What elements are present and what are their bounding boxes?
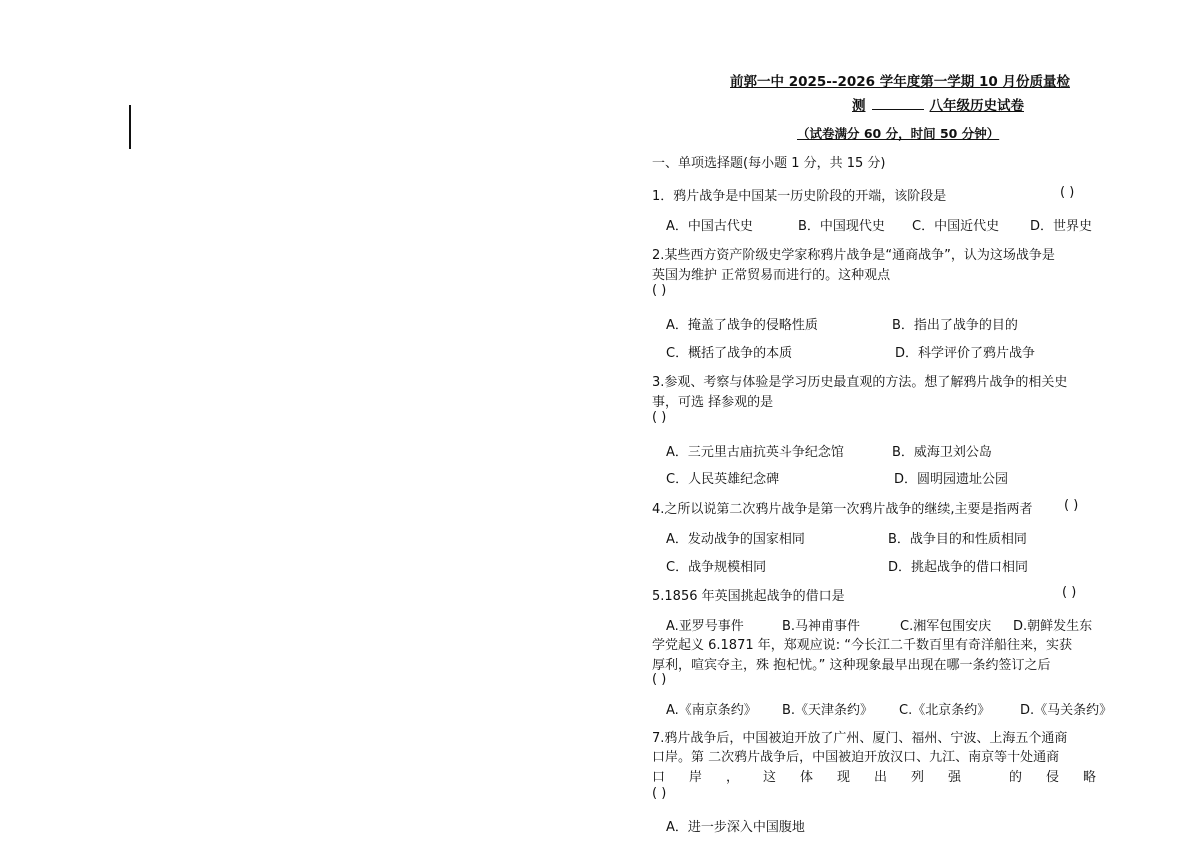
q7-char: ， — [726, 770, 740, 785]
q2-option-a: A．掩盖了战争的侵略性质 — [666, 318, 818, 333]
q6-option-b: B.《天津条约》 — [782, 703, 874, 718]
question-3-stem-line2: 事，可选 择参观的是 — [652, 395, 774, 410]
q7-char: 体 — [800, 770, 814, 785]
q7-char: 列 — [911, 770, 925, 785]
q7-char: 岸 — [689, 770, 703, 785]
answer-paren-7: ( ) — [652, 786, 667, 801]
q5-option-c: C.湘军包围安庆 — [900, 619, 992, 634]
q7-char: 现 — [837, 770, 851, 785]
q2-option-b: B．指出了战争的目的 — [892, 318, 1018, 333]
q7-char: 的 — [1008, 770, 1022, 785]
question-7-stem-line2: 口岸。第 二次鸦片战争后，中国被迫开放汉口、九江、南京等十处通商 — [652, 750, 1060, 765]
q1-option-b: B．中国现代史 — [798, 219, 885, 234]
q1-option-a: A．中国古代史 — [666, 219, 753, 234]
question-7-stem-line1: 7.鸦片战争后，中国被迫开放了广州、厦门、福州、宁波、上海五个通商 — [652, 731, 1068, 746]
q4-option-a: A．发动战争的国家相同 — [666, 532, 805, 547]
exam-title-line2-b: 八年级历史试卷 — [929, 98, 1024, 114]
q1-option-c: C．中国近代史 — [912, 219, 1000, 234]
q6-option-c: C.《北京条约》 — [899, 703, 991, 718]
q4-option-b: B．战争目的和性质相同 — [888, 532, 1027, 547]
q2-option-d: D．科学评价了鸦片战争 — [895, 346, 1036, 361]
q1-option-d: D．世界史 — [1030, 219, 1093, 234]
exam-subtitle: （试卷满分 60 分，时间 50 分钟） — [797, 126, 1000, 141]
q3-option-c: C．人民英雄纪念碑 — [666, 472, 780, 487]
question-5-stem: 5.1856 年英国挑起战争的借口是 — [652, 589, 845, 604]
q3-option-d: D．圆明园遗址公园 — [894, 472, 1009, 487]
question-2-stem-line1: 2.某些西方资产阶级史学家称鸦片战争是“通商战争”，认为这场战争是 — [652, 248, 1055, 263]
q6-option-a: A.《南京条约》 — [666, 703, 757, 718]
q5-option-a: A.亚罗号事件 — [666, 619, 744, 634]
q7-option-a: A．进一步深入中国腹地 — [666, 820, 805, 835]
answer-paren-1: ( ) — [1060, 185, 1075, 200]
exam-title-line2 — [852, 94, 1024, 114]
question-6-stem-line2: 厚利，喧宾夺主，殊 抱杞忧。” 这种现象最早出现在哪一条约签订之后 — [652, 658, 1051, 673]
q7-char: 这 — [763, 770, 777, 785]
question-3-stem-line1: 3.参观、考察与体验是学习历史最直观的方法。想了解鸦片战争的相关史 — [652, 375, 1068, 390]
q7-char: 侵 — [1045, 770, 1059, 785]
q5-option-d-continued-q6-stem: 学党起义 6.1871 年，郑观应说: “今长江二千数百里有奇洋船往来，实获 — [652, 638, 1072, 653]
answer-paren-4: ( ) — [1064, 498, 1079, 513]
title-underline-blank — [872, 97, 924, 110]
q5-option-d: D.朝鲜发生东 — [1013, 619, 1093, 634]
question-4-stem: 4.之所以说第二次鸦片战争是第一次鸦片战争的继续,主要是指两者 — [652, 502, 1033, 517]
exam-title-line2-a: 测 — [852, 98, 866, 114]
question-1-stem: 1．鸦片战争是中国某一历史阶段的开端，该阶段是 — [652, 189, 947, 204]
q3-option-b: B．威海卫刘公岛 — [892, 445, 992, 460]
q7-char: 口 — [652, 770, 666, 785]
answer-paren-2: ( ) — [652, 283, 667, 298]
answer-paren-6: ( ) — [652, 672, 667, 687]
answer-paren-5: ( ) — [1062, 585, 1077, 600]
binding-margin-line — [129, 105, 131, 149]
question-7-stem-line3 — [652, 766, 1096, 785]
q5-option-b: B.马神甫事件 — [782, 619, 861, 634]
q7-char: 强 — [948, 770, 962, 785]
answer-paren-3: ( ) — [652, 410, 667, 425]
q4-option-c: C．战争规模相同 — [666, 560, 767, 575]
q6-option-d: D.《马关条约》 — [1020, 703, 1113, 718]
section-heading: 一、单项选择题(每小题 1 分，共 15 分) — [652, 156, 886, 171]
q4-option-d: D．挑起战争的借口相同 — [888, 560, 1029, 575]
question-2-stem-line2: 英国为维护 正常贸易而进行的。这种观点 — [652, 268, 891, 283]
exam-title-line1: 前郭一中 2025--2026 学年度第一学期 10 月份质量检 — [730, 74, 1070, 90]
q7-char: 略 — [1082, 770, 1096, 785]
q3-option-a: A．三元里古庙抗英斗争纪念馆 — [666, 445, 844, 460]
q7-char: 出 — [874, 770, 888, 785]
q2-option-c: C．概括了战争的本质 — [666, 346, 793, 361]
